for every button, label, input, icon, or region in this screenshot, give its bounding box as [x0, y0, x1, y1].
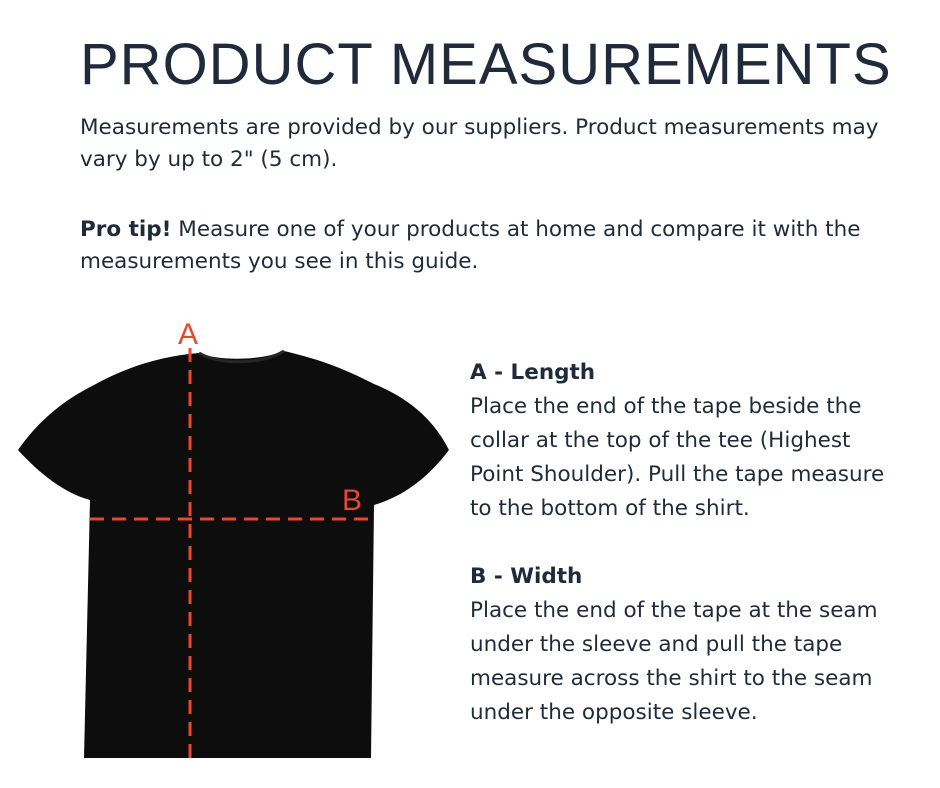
tshirt-svg — [14, 310, 464, 760]
intro-paragraph: Measurements are provided by our suppliers. Product measurements may vary by up to 2" (5 cm). — [80, 115, 879, 172]
label-b: B — [342, 484, 363, 517]
tshirt-measurement-diagram — [14, 310, 464, 760]
measurement-instructions — [470, 356, 910, 730]
intro-text-block — [80, 112, 900, 278]
section-b-body: Place the end of the tape at the seam under the sleeve and pull the tape measure across the shirt to the seam under the opposite sleeve. — [470, 598, 878, 725]
section-b-title: B - Width — [470, 564, 583, 589]
pro-tip-label: Pro tip! — [80, 217, 172, 242]
label-a: A — [178, 318, 199, 351]
page-title: PRODUCT MEASUREMENTS — [80, 32, 892, 97]
pro-tip-paragraph — [80, 214, 900, 278]
section-a-title: A - Length — [470, 360, 596, 385]
section-spacer — [470, 526, 910, 560]
pro-tip-text: Measure one of your products at home and compare it with the measurements you see in this guide. — [80, 217, 861, 274]
tshirt-shape — [18, 351, 449, 758]
intro-gap — [80, 176, 900, 214]
section-a-body: Place the end of the tape beside the collar at the top of the tee (Highest Point Shoulder). Pull the tape measure to the bottom of the shirt. — [470, 394, 885, 521]
